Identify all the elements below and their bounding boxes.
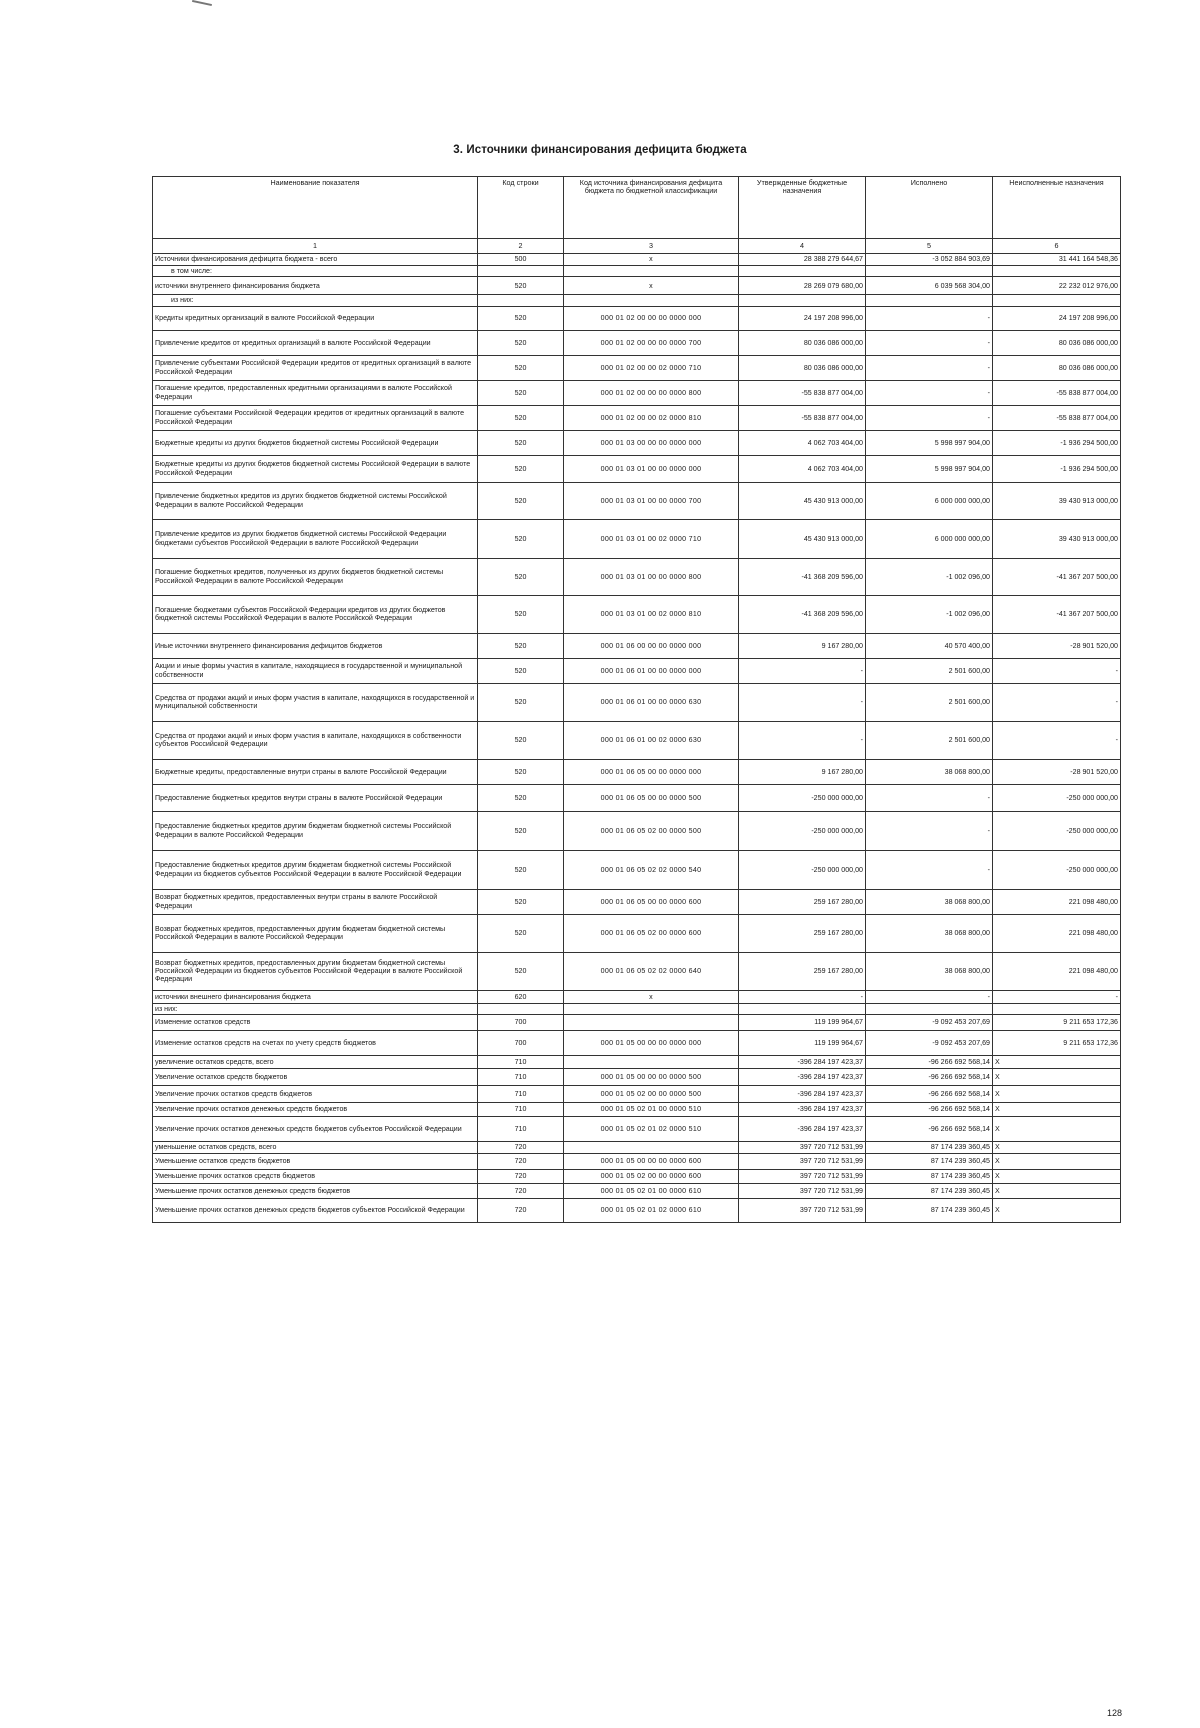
row-executed: 2 501 600,00: [866, 721, 993, 759]
row-line-code: 720: [478, 1170, 564, 1184]
row-unexecuted: -55 838 877 004,00: [993, 405, 1121, 430]
row-source-code: 000 01 05 00 00 00 0000 500: [564, 1069, 739, 1086]
row-name: Средства от продажи акций и иных форм участия в капитале, находящихся в собственности субъектов Российской Федерации: [153, 721, 478, 759]
row-unexecuted: -55 838 877 004,00: [993, 380, 1121, 405]
row-approved: -41 368 209 596,00: [739, 595, 866, 633]
row-name: Возврат бюджетных кредитов, предоставленных другим бюджетам бюджетной системы Российской Федерации из бюджетов субъектов Российской Федерации в валюте Российской Федерации: [153, 952, 478, 990]
row-line-code: 520: [478, 811, 564, 850]
row-name: Акции и иные формы участия в капитале, находящиеся в государственной и муниципальной собственности: [153, 658, 478, 683]
row-approved: 119 199 964,67: [739, 1031, 866, 1056]
row-approved: -250 000 000,00: [739, 784, 866, 811]
row-unexecuted: -: [993, 721, 1121, 759]
row-approved: 397 720 712 531,99: [739, 1142, 866, 1154]
row-source-code: [564, 1142, 739, 1154]
row-approved: 119 199 964,67: [739, 1015, 866, 1031]
row-approved: 9 167 280,00: [739, 633, 866, 658]
row-approved: 397 720 712 531,99: [739, 1184, 866, 1199]
header-name: Наименование показателя: [153, 177, 478, 239]
row-name: Увеличение прочих остатков денежных средств бюджетов субъектов Российской Федерации: [153, 1117, 478, 1142]
table-row: [153, 784, 1121, 811]
row-line-code: 520: [478, 306, 564, 330]
row-executed: 87 174 239 360,45: [866, 1184, 993, 1199]
row-unexecuted: -250 000 000,00: [993, 850, 1121, 889]
column-number-row: [153, 239, 1121, 254]
row-source-code: [564, 1056, 739, 1069]
row-unexecuted: 9 211 653 172,36: [993, 1015, 1121, 1031]
row-approved: -396 284 197 423,37: [739, 1103, 866, 1117]
row-executed: -1 002 096,00: [866, 558, 993, 595]
row-approved: -396 284 197 423,37: [739, 1056, 866, 1069]
row-executed: 40 570 400,00: [866, 633, 993, 658]
row-source-code: 000 01 05 00 00 00 0000 000: [564, 1031, 739, 1056]
row-line-code: 520: [478, 759, 564, 784]
row-executed: 87 174 239 360,45: [866, 1142, 993, 1154]
row-executed: 2 501 600,00: [866, 658, 993, 683]
row-executed: -96 266 692 568,14: [866, 1056, 993, 1069]
table-row: [153, 952, 1121, 990]
row-executed: -: [866, 380, 993, 405]
table-row: [153, 990, 1121, 1003]
table-row: [153, 355, 1121, 380]
row-executed: -96 266 692 568,14: [866, 1103, 993, 1117]
table-row: [153, 1015, 1121, 1031]
row-line-code: 700: [478, 1015, 564, 1031]
row-approved: 397 720 712 531,99: [739, 1199, 866, 1223]
column-number: 5: [866, 239, 993, 254]
row-executed: 5 998 997 904,00: [866, 455, 993, 482]
row-line-code: [478, 266, 564, 277]
column-number: 3: [564, 239, 739, 254]
row-approved: 45 430 913 000,00: [739, 519, 866, 558]
row-unexecuted: X: [993, 1170, 1121, 1184]
row-name: Средства от продажи акций и иных форм участия в капитале, находящихся в государственной и муниципальной собственности: [153, 683, 478, 721]
row-executed: 38 068 800,00: [866, 952, 993, 990]
row-executed: 38 068 800,00: [866, 759, 993, 784]
row-executed: 87 174 239 360,45: [866, 1199, 993, 1223]
row-executed: -1 002 096,00: [866, 595, 993, 633]
table-row: [153, 1142, 1121, 1154]
table-row: [153, 1117, 1121, 1142]
row-source-code: 000 01 06 05 02 02 0000 540: [564, 850, 739, 889]
row-source-code: 000 01 06 01 00 02 0000 630: [564, 721, 739, 759]
row-name: Уменьшение прочих остатков денежных средств бюджетов субъектов Российской Федерации: [153, 1199, 478, 1223]
table-row: [153, 405, 1121, 430]
row-name: Возврат бюджетных кредитов, предоставленных другим бюджетам бюджетной системы Российской Федерации в валюте Российской Федерации: [153, 914, 478, 952]
row-name: Увеличение прочих остатков средств бюджетов: [153, 1086, 478, 1103]
row-source-code: 000 01 06 05 02 02 0000 640: [564, 952, 739, 990]
row-line-code: 520: [478, 430, 564, 455]
row-source-code: 000 01 06 01 00 00 0000 630: [564, 683, 739, 721]
row-name: Изменение остатков средств на счетах по учету средств бюджетов: [153, 1031, 478, 1056]
row-name: Уменьшение остатков средств бюджетов: [153, 1154, 478, 1170]
row-approved: -396 284 197 423,37: [739, 1086, 866, 1103]
row-approved: 80 036 086 000,00: [739, 355, 866, 380]
row-name: Источники финансирования дефицита бюджета - всего: [153, 254, 478, 266]
header-approved: Утвержденные бюджетные назначения: [739, 177, 866, 239]
row-executed: [866, 266, 993, 277]
table-row: [153, 330, 1121, 355]
row-source-code: 000 01 06 00 00 00 0000 000: [564, 633, 739, 658]
row-approved: 397 720 712 531,99: [739, 1154, 866, 1170]
row-line-code: 500: [478, 254, 564, 266]
scan-artifact: [192, 0, 212, 6]
row-line-code: 710: [478, 1086, 564, 1103]
row-approved: 24 197 208 996,00: [739, 306, 866, 330]
row-line-code: 520: [478, 405, 564, 430]
row-line-code: 520: [478, 914, 564, 952]
row-approved: -55 838 877 004,00: [739, 405, 866, 430]
row-source-code: 000 01 05 02 01 00 0000 610: [564, 1184, 739, 1199]
row-approved: 4 062 703 404,00: [739, 455, 866, 482]
table-row: [153, 1003, 1121, 1014]
row-name: Увеличение остатков средств бюджетов: [153, 1069, 478, 1086]
row-unexecuted: 80 036 086 000,00: [993, 355, 1121, 380]
column-number: 2: [478, 239, 564, 254]
row-line-code: 520: [478, 455, 564, 482]
table-row: [153, 277, 1121, 295]
row-executed: 5 998 997 904,00: [866, 430, 993, 455]
table-row: [153, 633, 1121, 658]
row-line-code: 720: [478, 1142, 564, 1154]
row-line-code: 520: [478, 277, 564, 295]
row-executed: 6 000 000 000,00: [866, 519, 993, 558]
row-approved: -396 284 197 423,37: [739, 1117, 866, 1142]
row-line-code: 520: [478, 889, 564, 914]
row-unexecuted: 22 232 012 976,00: [993, 277, 1121, 295]
row-source-code: 000 01 05 00 00 00 0000 600: [564, 1154, 739, 1170]
row-source-code: 000 01 06 05 00 00 0000 500: [564, 784, 739, 811]
row-name: Увеличение прочих остатков денежных средств бюджетов: [153, 1103, 478, 1117]
row-name: Возврат бюджетных кредитов, предоставленных внутри страны в валюте Российской Федерации: [153, 889, 478, 914]
table-row: [153, 254, 1121, 266]
header-source-code: Код источника финансирования дефицита бюджета по бюджетной классификации: [564, 177, 739, 239]
row-unexecuted: -: [993, 683, 1121, 721]
row-approved: 28 388 279 644,67: [739, 254, 866, 266]
row-name: Погашение бюджетных кредитов, полученных из других бюджетов бюджетной системы Российской Федерации в валюте Российской Федерации: [153, 558, 478, 595]
header-executed: Исполнено: [866, 177, 993, 239]
row-name: Предоставление бюджетных кредитов внутри страны в валюте Российской Федерации: [153, 784, 478, 811]
row-source-code: 000 01 03 01 00 02 0000 810: [564, 595, 739, 633]
row-approved: [739, 295, 866, 306]
column-number: 1: [153, 239, 478, 254]
row-name: из них:: [153, 295, 478, 306]
row-approved: 259 167 280,00: [739, 889, 866, 914]
row-line-code: [478, 1003, 564, 1014]
table-row: [153, 558, 1121, 595]
row-source-code: [564, 1015, 739, 1031]
table-row: [153, 1170, 1121, 1184]
row-source-code: 000 01 02 00 00 00 0000 700: [564, 330, 739, 355]
row-line-code: 520: [478, 683, 564, 721]
row-source-code: 000 01 06 05 02 00 0000 600: [564, 914, 739, 952]
row-source-code: 000 01 03 00 00 00 0000 000: [564, 430, 739, 455]
row-executed: -96 266 692 568,14: [866, 1117, 993, 1142]
row-line-code: 520: [478, 952, 564, 990]
row-line-code: 520: [478, 721, 564, 759]
row-unexecuted: -28 901 520,00: [993, 759, 1121, 784]
row-executed: -9 092 453 207,69: [866, 1015, 993, 1031]
row-source-code: x: [564, 254, 739, 266]
row-approved: -: [739, 683, 866, 721]
row-unexecuted: 221 098 480,00: [993, 952, 1121, 990]
row-executed: 87 174 239 360,45: [866, 1154, 993, 1170]
row-source-code: 000 01 03 01 00 00 0000 700: [564, 482, 739, 519]
row-name: Погашение бюджетами субъектов Российской Федерации кредитов из других бюджетов бюджетной системы Российской Федерации в валюте Российской Федерации: [153, 595, 478, 633]
row-name: Уменьшение прочих остатков денежных средств бюджетов: [153, 1184, 478, 1199]
row-name: Кредиты кредитных организаций в валюте Российской Федерации: [153, 306, 478, 330]
row-line-code: [478, 295, 564, 306]
row-approved: -250 000 000,00: [739, 811, 866, 850]
row-name: Погашение субъектами Российской Федерации кредитов от кредитных организаций в валюте Российской Федерации: [153, 405, 478, 430]
table-row: [153, 266, 1121, 277]
row-source-code: 000 01 03 01 00 02 0000 710: [564, 519, 739, 558]
row-line-code: 710: [478, 1069, 564, 1086]
row-source-code: 000 01 02 00 00 02 0000 810: [564, 405, 739, 430]
row-approved: -41 368 209 596,00: [739, 558, 866, 595]
row-source-code: x: [564, 990, 739, 1003]
row-unexecuted: 39 430 913 000,00: [993, 482, 1121, 519]
row-line-code: 520: [478, 558, 564, 595]
table-row: [153, 811, 1121, 850]
row-name: уменьшение остатков средств, всего: [153, 1142, 478, 1154]
row-executed: -: [866, 330, 993, 355]
row-approved: -: [739, 658, 866, 683]
row-approved: -55 838 877 004,00: [739, 380, 866, 405]
row-unexecuted: -1 936 294 500,00: [993, 455, 1121, 482]
row-source-code: 000 01 05 02 01 02 0000 610: [564, 1199, 739, 1223]
table-row: [153, 683, 1121, 721]
row-approved: 4 062 703 404,00: [739, 430, 866, 455]
row-line-code: 520: [478, 658, 564, 683]
row-source-code: 000 01 05 02 00 00 0000 600: [564, 1170, 739, 1184]
table-row: [153, 1199, 1121, 1223]
row-executed: -: [866, 306, 993, 330]
row-unexecuted: X: [993, 1142, 1121, 1154]
row-name: Предоставление бюджетных кредитов другим бюджетам бюджетной системы Российской Федерации из бюджетов субъектов Российской Федерации в валюте Российской Федерации: [153, 850, 478, 889]
table-body: [153, 254, 1121, 1223]
row-executed: 6 039 568 304,00: [866, 277, 993, 295]
row-name: Привлечение кредитов из других бюджетов бюджетной системы Российской Федерации бюджетами субъектов Российской Федерации в валюте Российской Федерации: [153, 519, 478, 558]
row-executed: -: [866, 850, 993, 889]
row-unexecuted: X: [993, 1117, 1121, 1142]
table-row: [153, 455, 1121, 482]
row-source-code: [564, 295, 739, 306]
row-source-code: 000 01 02 00 00 02 0000 710: [564, 355, 739, 380]
row-unexecuted: X: [993, 1056, 1121, 1069]
row-executed: -96 266 692 568,14: [866, 1069, 993, 1086]
row-source-code: 000 01 05 02 01 02 0000 510: [564, 1117, 739, 1142]
row-line-code: 720: [478, 1184, 564, 1199]
row-executed: -: [866, 405, 993, 430]
row-executed: 6 000 000 000,00: [866, 482, 993, 519]
row-source-code: [564, 1003, 739, 1014]
row-unexecuted: 221 098 480,00: [993, 914, 1121, 952]
row-name: Привлечение бюджетных кредитов из других бюджетов бюджетной системы Российской Федерации в валюте Российской Федерации: [153, 482, 478, 519]
row-unexecuted: 31 441 164 548,36: [993, 254, 1121, 266]
column-number: 6: [993, 239, 1121, 254]
row-line-code: 720: [478, 1154, 564, 1170]
row-unexecuted: -: [993, 658, 1121, 683]
row-unexecuted: 221 098 480,00: [993, 889, 1121, 914]
row-approved: -: [739, 721, 866, 759]
row-executed: 38 068 800,00: [866, 914, 993, 952]
row-executed: [866, 1003, 993, 1014]
table-row: [153, 295, 1121, 306]
row-line-code: 520: [478, 784, 564, 811]
row-source-code: 000 01 02 00 00 00 0000 000: [564, 306, 739, 330]
row-line-code: 520: [478, 595, 564, 633]
row-name: в том числе:: [153, 266, 478, 277]
row-executed: [866, 295, 993, 306]
row-source-code: 000 01 05 02 00 00 0000 500: [564, 1086, 739, 1103]
table-row: [153, 519, 1121, 558]
table-row: [153, 430, 1121, 455]
header-row: [153, 177, 1121, 239]
row-executed: -: [866, 990, 993, 1003]
row-name: Предоставление бюджетных кредитов другим бюджетам бюджетной системы Российской Федерации в валюте Российской Федерации: [153, 811, 478, 850]
row-approved: 28 269 079 680,00: [739, 277, 866, 295]
row-approved: 80 036 086 000,00: [739, 330, 866, 355]
row-line-code: 720: [478, 1199, 564, 1223]
row-approved: [739, 1003, 866, 1014]
row-unexecuted: -1 936 294 500,00: [993, 430, 1121, 455]
row-name: Бюджетные кредиты из других бюджетов бюджетной системы Российской Федерации в валюте Российской Федерации: [153, 455, 478, 482]
row-unexecuted: [993, 266, 1121, 277]
row-line-code: 520: [478, 330, 564, 355]
row-executed: -: [866, 811, 993, 850]
row-unexecuted: X: [993, 1069, 1121, 1086]
row-name: увеличение остатков средств, всего: [153, 1056, 478, 1069]
row-unexecuted: -41 367 207 500,00: [993, 595, 1121, 633]
row-unexecuted: [993, 1003, 1121, 1014]
row-executed: 38 068 800,00: [866, 889, 993, 914]
row-approved: -250 000 000,00: [739, 850, 866, 889]
row-name: Привлечение субъектами Российской Федерации кредитов от кредитных организаций в валюте Российской Федерации: [153, 355, 478, 380]
row-name: источники внутреннего финансирования бюджета: [153, 277, 478, 295]
table-row: [153, 1184, 1121, 1199]
row-executed: -3 052 884 903,69: [866, 254, 993, 266]
row-name: из них:: [153, 1003, 478, 1014]
table-row: [153, 1031, 1121, 1056]
table-row: [153, 1103, 1121, 1117]
table-row: [153, 595, 1121, 633]
row-executed: -96 266 692 568,14: [866, 1086, 993, 1103]
row-source-code: 000 01 02 00 00 00 0000 800: [564, 380, 739, 405]
table-row: [153, 889, 1121, 914]
row-source-code: 000 01 03 01 00 00 0000 800: [564, 558, 739, 595]
row-line-code: 620: [478, 990, 564, 1003]
row-source-code: 000 01 06 05 00 00 0000 000: [564, 759, 739, 784]
row-executed: -: [866, 784, 993, 811]
row-unexecuted: 39 430 913 000,00: [993, 519, 1121, 558]
row-line-code: 710: [478, 1056, 564, 1069]
table-row: [153, 306, 1121, 330]
row-unexecuted: X: [993, 1086, 1121, 1103]
row-approved: 259 167 280,00: [739, 952, 866, 990]
row-line-code: 710: [478, 1117, 564, 1142]
row-unexecuted: -41 367 207 500,00: [993, 558, 1121, 595]
row-unexecuted: 24 197 208 996,00: [993, 306, 1121, 330]
row-approved: [739, 266, 866, 277]
row-name: Бюджетные кредиты, предоставленные внутри страны в валюте Российской Федерации: [153, 759, 478, 784]
row-line-code: 520: [478, 850, 564, 889]
table-row: [153, 380, 1121, 405]
row-executed: -: [866, 355, 993, 380]
row-source-code: 000 01 06 05 00 00 0000 600: [564, 889, 739, 914]
row-unexecuted: 9 211 653 172,36: [993, 1031, 1121, 1056]
row-name: источники внешнего финансирования бюджета: [153, 990, 478, 1003]
row-unexecuted: -250 000 000,00: [993, 811, 1121, 850]
row-unexecuted: -28 901 520,00: [993, 633, 1121, 658]
table-row: [153, 658, 1121, 683]
row-source-code: [564, 266, 739, 277]
page-title: 3. Источники финансирования дефицита бюджета: [453, 144, 747, 156]
row-unexecuted: X: [993, 1154, 1121, 1170]
table-row: [153, 721, 1121, 759]
table-row: [153, 850, 1121, 889]
row-source-code: x: [564, 277, 739, 295]
row-executed: -9 092 453 207,69: [866, 1031, 993, 1056]
page-number: 128: [1106, 1708, 1122, 1718]
table-row: [153, 1086, 1121, 1103]
row-line-code: 520: [478, 380, 564, 405]
table-row: [153, 1069, 1121, 1086]
row-line-code: 520: [478, 633, 564, 658]
row-source-code: 000 01 03 01 00 00 0000 000: [564, 455, 739, 482]
row-source-code: 000 01 06 01 00 00 0000 000: [564, 658, 739, 683]
row-line-code: 520: [478, 482, 564, 519]
row-executed: 2 501 600,00: [866, 683, 993, 721]
row-unexecuted: X: [993, 1184, 1121, 1199]
row-line-code: 520: [478, 519, 564, 558]
row-unexecuted: -: [993, 990, 1121, 1003]
row-unexecuted: X: [993, 1199, 1121, 1223]
row-unexecuted: 80 036 086 000,00: [993, 330, 1121, 355]
row-approved: 9 167 280,00: [739, 759, 866, 784]
row-line-code: 710: [478, 1103, 564, 1117]
row-source-code: 000 01 06 05 02 00 0000 500: [564, 811, 739, 850]
row-unexecuted: [993, 295, 1121, 306]
row-unexecuted: -250 000 000,00: [993, 784, 1121, 811]
row-name: Иные источники внутреннего финансирования дефицитов бюджетов: [153, 633, 478, 658]
table-row: [153, 1154, 1121, 1170]
row-name: Привлечение кредитов от кредитных организаций в валюте Российской Федерации: [153, 330, 478, 355]
row-approved: 45 430 913 000,00: [739, 482, 866, 519]
header-unexecuted: Неисполненные назначения: [993, 177, 1121, 239]
row-executed: 87 174 239 360,45: [866, 1170, 993, 1184]
row-source-code: 000 01 05 02 01 00 0000 510: [564, 1103, 739, 1117]
row-line-code: 520: [478, 355, 564, 380]
table-row: [153, 914, 1121, 952]
row-name: Бюджетные кредиты из других бюджетов бюджетной системы Российской Федерации: [153, 430, 478, 455]
header-line-code: Код строки: [478, 177, 564, 239]
table-row: [153, 759, 1121, 784]
row-approved: -: [739, 990, 866, 1003]
row-unexecuted: X: [993, 1103, 1121, 1117]
table-row: [153, 1056, 1121, 1069]
row-approved: 259 167 280,00: [739, 914, 866, 952]
financing-sources-table: [152, 176, 1121, 1223]
row-line-code: 700: [478, 1031, 564, 1056]
row-approved: -396 284 197 423,37: [739, 1069, 866, 1086]
row-approved: 397 720 712 531,99: [739, 1170, 866, 1184]
column-number: 4: [739, 239, 866, 254]
row-name: Изменение остатков средств: [153, 1015, 478, 1031]
table-row: [153, 482, 1121, 519]
row-name: Уменьшение прочих остатков средств бюджетов: [153, 1170, 478, 1184]
row-name: Погашение кредитов, предоставленных кредитными организациями в валюте Российской Федерации: [153, 380, 478, 405]
